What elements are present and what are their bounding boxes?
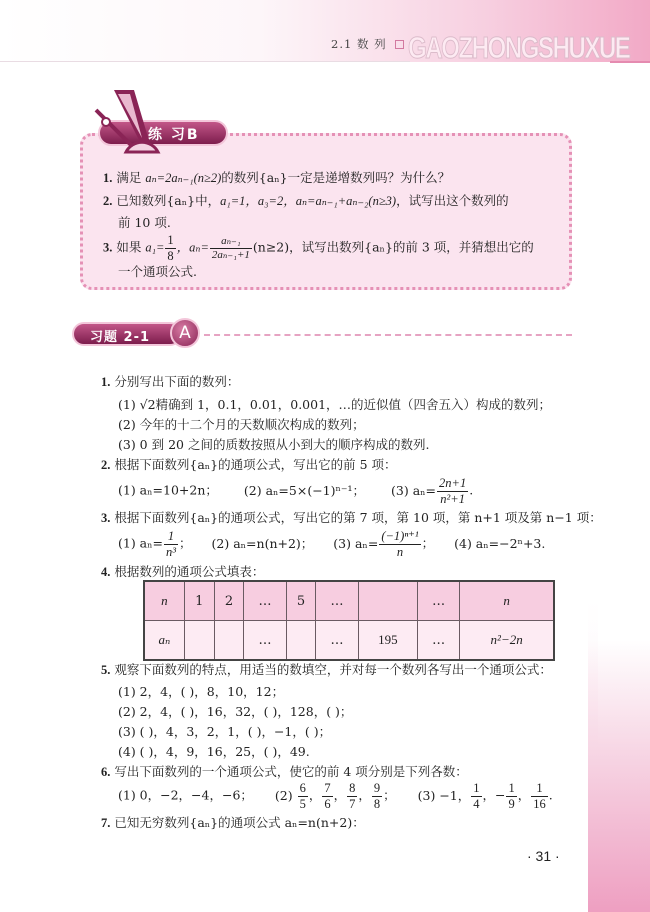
section-title: 2.1 数 列 [331, 37, 387, 51]
sequence-fill-table [143, 580, 555, 661]
table-cell: … [244, 621, 286, 661]
exercise-5-sub-3: (3) ( )，4，3，2，1，( )，−1，( )； [118, 724, 332, 739]
table-cell: 5 [286, 581, 316, 621]
exercise-3-subs: (1) aₙ= $\frac{1}{\text{n³}}$ ； (2) aₙ=n(n+2)； (3) aₙ= $\frac{\text{(−1)ⁿ⁺¹}}{n}$ ； (4) aₙ=−2ⁿ+3. [118, 529, 546, 559]
exercise-1-sub-1: (1) √2精确到 1，0.1，0.01，0.001，…的近似值（四舍五入）构成的数列； [118, 397, 552, 412]
table-cell: 2 [214, 581, 244, 621]
exercise-6-subs: (1) 0，−2，−4，−6； (2) $\frac{6}{5}$ ， $\frac{7}{6}$ ， $\frac{8}{7}$ ， $\frac{9}{8}$ ； (3) −1， $\frac{1}{4}$ ，− $\frac{1}{9}$ ， $\frac{1}{16}$ . [118, 781, 553, 811]
exercise-2: 2. 根据下面数列{aₙ}的通项公式，写出它的前 5 项： [101, 457, 397, 472]
practice-b-item-3-cont: 一个通项公式. [118, 264, 197, 279]
practice-b-label: 练 习B [148, 127, 200, 143]
table-cell: 195 [358, 621, 417, 661]
watermark-title: GAOZHONGSHUXUE [408, 30, 630, 65]
exercise-3: 3. 根据下面数列{aₙ}的通项公式，写出它的第 7 项，第 10 项，第 n+1 项及第 n−1 项： [101, 510, 602, 525]
practice-b-item-1: 1. 满足 aₙ=2aₙ₋₁(n≥2)的数列{aₙ}一定是递增数列吗？为什么？ [103, 170, 451, 185]
exercise-5-sub-4: (4) ( )，4，9，16，25，( )，49. [118, 744, 310, 759]
table-cell: n [144, 581, 184, 621]
exercise-1-sub-2: (2) 今年的十二个月的天数顺次构成的数列； [118, 417, 365, 432]
exercise-1: 1. 分别写出下面的数列： [101, 374, 240, 389]
exercise-2-subs: (1) aₙ=10+2n； (2) aₙ=5×(−1)ⁿ⁻¹； (3) aₙ= $\frac{2n+1}{\text{n²+1}}$ . [118, 476, 474, 506]
practice-b-item-2: 2. 已知数列{aₙ}中，a₁=1，a₃=2，aₙ=aₙ₋₁+aₙ₋₂(n≥3)，试写出这个数列的 [103, 193, 509, 208]
exercises-label: 习题 2-1 [90, 330, 151, 345]
practice-b-item-3: 3. 如果 a₁= $\frac{1}{8}$ ，aₙ= $\frac{\text{aₙ₋₁}}{\text{2aₙ₋₁+1}}$ (n≥2)，试写出数列{aₙ}的前 3 项，并猜想出它的 [103, 233, 534, 263]
table-cell: … [316, 581, 358, 621]
exercises-divider [204, 334, 572, 336]
exercise-5: 5. 观察下面数列的特点，用适当的数填空，并对每一个数列各写出一个通项公式： [101, 662, 552, 677]
exercise-5-sub-1: (1) 2，4，( )，8，10，12； [118, 684, 285, 699]
exercise-5-sub-2: (2) 2，4，( )，16，32，( )，128，( )； [118, 704, 353, 719]
table-cell: aₙ [144, 621, 184, 661]
table-cell [358, 581, 417, 621]
page-number: · 31 · [527, 848, 560, 864]
table-cell: n²−2n [460, 621, 554, 661]
header-rule [0, 61, 410, 62]
exercise-4: 4. 根据数列的通项公式填表： [101, 564, 265, 579]
ruler-compass-icon [92, 88, 162, 154]
exercise-1-sub-3: (3) 0 到 20 之间的质数按照从小到大的顺序构成的数列. [118, 437, 430, 452]
table-row-n [144, 581, 554, 621]
table-cell [286, 621, 316, 661]
page-edge-gradient [588, 640, 650, 912]
table-cell: … [418, 621, 460, 661]
practice-b-item-2-cont: 前 10 项. [118, 215, 171, 230]
table-cell [184, 621, 214, 661]
table-cell: 1 [184, 581, 214, 621]
table-cell: n [460, 581, 554, 621]
exercise-7: 7. 已知无穷数列{aₙ}的通项公式 aₙ=n(n+2)： [101, 815, 365, 830]
table-cell: … [316, 621, 358, 661]
exercise-6: 6. 写出下面数列的一个通项公式，使它的前 4 项分别是下列各数： [101, 764, 468, 779]
table-cell: … [418, 581, 460, 621]
table-cell: … [244, 581, 286, 621]
level-a-badge: A [170, 318, 200, 348]
section-marker-icon [395, 40, 404, 49]
table-row-an [144, 621, 554, 661]
table-cell [214, 621, 244, 661]
